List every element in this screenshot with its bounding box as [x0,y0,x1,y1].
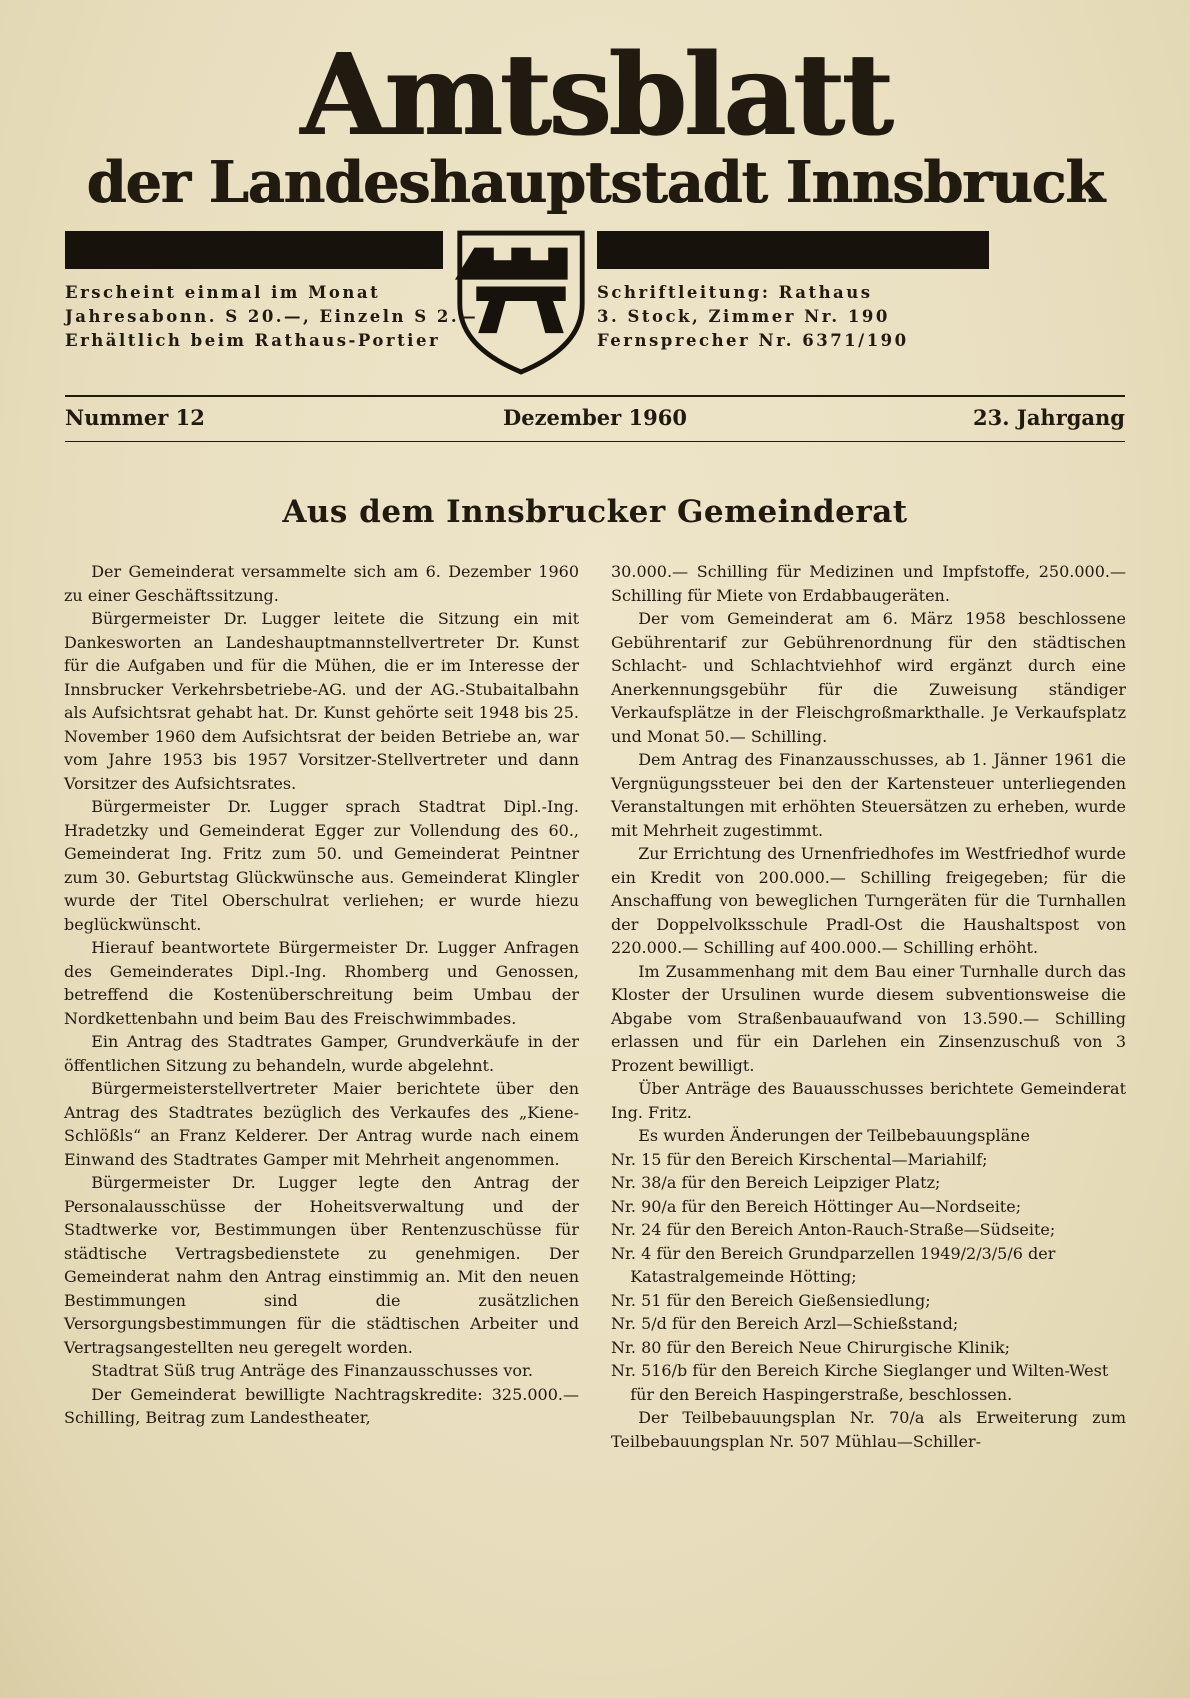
masthead-subtitle: der Landeshauptstadt Innsbruck [86,149,1104,216]
plan-list-item: Nr. 4 für den Bereich Grundparzellen 1949/2/3/5/6 der Katastralgemeinde Hötting; [611,1243,1056,1286]
plan-list-item: Nr. 80 für den Bereich Neue Chirurgische Klinik; [611,1337,1011,1357]
paragraph: Ein Antrag des Stadtrates Gamper, Grundverkäufe in der öffentlichen Sitzung zu behandeln, wurde abgelehnt. [64,1032,579,1075]
paragraph: Hierauf beantwortete Bürgermeister Dr. Lugger Anfragen des Gemeinderates Dipl.-Ing. Rhomberg und Genossen, betreffend die Kostenüberschreitung beim Umbau der Nordkettenbahn und beim Bau des Freischwimmbades. [64,938,579,1028]
issue-volume: 23. Jahrgang [973,405,1125,430]
publication-info [65,281,478,353]
masthead-bar-left [65,231,443,269]
paragraph: Bürgermeister Dr. Lugger sprach Stadtrat Dipl.-Ing. Hradetzky und Gemeinderat Egger zur Vollendung des 60., Gemeinderat Ing. Fritz zum 50. und Gemeinderat Peintner zum 30. Geburtstag Glückwünsche aus. Gemeinderat Klingler wurde der Titel Oberschulrat verliehen; er wurde hiezu beglückwünscht. [64,797,579,934]
publication-frequency: Erscheint einmal im Monat [65,283,381,302]
paragraph: Im Zusammenhang mit dem Bau einer Turnhalle durch das Kloster der Ursulinen wurde diesem subventionsweise die Abgabe vom Straßenbauaufwand von 13.590.— Schilling erlassen und für ein Darlehen ein Zinsenzuschuß von 3 Prozent bewilligt. [611,961,1126,1075]
issue-bar [65,405,1125,435]
paragraph: Der vom Gemeinderat am 6. März 1958 beschlossene Gebührentarif zur Gebührenordnung für den städtischen Schlacht- und Schlachtviehhof wird ergänzt durch eine Anerkennungsgebühr für die Zuweisung ständiger Verkaufsplätze in der Fleischgroßmarkthalle. Je Verkaufsplatz und Monat 50.— Schilling. [611,609,1126,746]
plan-list-item: Nr. 516/b für den Bereich Kirche Sieglanger und Wilten-West für den Bereich Haspingerstraße, beschlossen. [611,1361,1109,1404]
editorial-info [597,281,909,353]
plan-list-item: Nr. 51 für den Bereich Gießensiedlung; [611,1290,931,1310]
paragraph: Über Anträge des Bauausschusses berichtete Gemeinderat Ing. Fritz. [611,1079,1126,1122]
paragraph: Bürgermeister Dr. Lugger leitete die Sitzung ein mit Dankesworten an Landeshauptmannstellvertreter Dr. Kunst für die Aufgaben und für die Mühen, die er im Interesse der Innsbrucker Verkehrsbetriebe-AG. und der AG.-Stubaitalbahn als Aufsichtsrat gehabt hat. Dr. Kunst gehörte seit 1948 bis 25. November 1960 dem Aufsichtsrat der beiden Betriebe an, war vom Jahre 1953 bis 1957 Vorsitzer-Stellvertreter und dann Vorsitzer des Aufsichtsrates. [64,609,579,793]
plan-list-item: Nr. 5/d für den Bereich Arzl—Schießstand; [611,1314,959,1333]
editorial-office: Schriftleitung: Rathaus [597,283,873,302]
masthead-bar-right [597,231,989,269]
paragraph: 30.000.— Schilling für Medizinen und Impfstoffe, 250.000.— Schilling für Miete von Erdabbaugeräten. [611,562,1126,605]
paragraph: Dem Antrag des Finanzausschusses, ab 1. Jänner 1961 die Vergnügungssteuer bei den der Kartensteuer unterliegenden Veranstaltungen mit erhöhten Steuersätzen zu erheben, wurde mit Mehrheit zugestimmt. [611,750,1126,840]
availability-note: Erhältlich beim Rathaus-Portier [65,331,441,350]
plan-list-item: Nr. 38/a für den Bereich Leipziger Platz; [611,1173,941,1192]
issue-number: Nummer 12 [65,405,205,430]
editorial-phone: Fernsprecher Nr. 6371/190 [597,331,909,350]
paragraph: Bürgermeisterstellvertreter Maier berichtete über den Antrag des Stadtrates bezüglich des Verkaufes des „Kiene-Schlößls“ an Franz Kelderer. Der Antrag wurde nach einem Einwand des Stadtrates Gamper mit Mehrheit angenommen. [64,1079,579,1169]
divider-bottom [65,441,1125,442]
paragraph: Es wurden Änderungen der Teilbebauungspläne [638,1126,1030,1145]
article-column-right [611,560,1126,1453]
masthead [0,0,1190,381]
plan-list-item: Nr. 90/a für den Bereich Höttinger Au—Nordseite; [611,1196,1022,1216]
paragraph: Der Gemeinderat bewilligte Nachtragskredite: 325.000.— Schilling, Beitrag zum Landestheater, [64,1384,579,1427]
paragraph: Der Gemeinderat versammelte sich am 6. Dezember 1960 zu einer Geschäftssitzung. [64,562,579,605]
editorial-room: 3. Stock, Zimmer Nr. 190 [597,307,890,326]
masthead-banner [65,229,1125,381]
paragraph: Bürgermeister Dr. Lugger legte den Antrag der Personalausschüsse der Hoheitsverwaltung und der Stadtwerke vor, Bestimmungen über Rentenzuschüsse für städtische Vertragsbedienstete zu genehmigen. Der Gemeinderat nahm den Antrag einstimmig an. Mit den neuen Bestimmungen sind die zusätzlichen Versorgungsbestimmungen für die städtischen Arbeiter und Vertragsangestellten neu geregelt worden. [64,1173,579,1357]
paragraph: Der Teilbebauungsplan Nr. 70/a als Erweiterung zum Teilbebauungsplan Nr. 507 Mühlau—Schiller- [611,1408,1126,1451]
paragraph: Zur Errichtung des Urnenfriedhofes im Westfriedhof wurde ein Kredit von 200.000.— Schilling freigegeben; für die Anschaffung von beweglichen Turngeräten für die Turnhallen der Doppelvolksschule Pradl-Ost die Haushaltspost von 220.000.— Schilling auf 400.000.— Schilling erhöht. [611,844,1126,957]
article-headline: Aus dem Innsbrucker Gemeinderat [282,494,908,530]
plan-list-item: Nr. 24 für den Bereich Anton-Rauch-Straße—Südseite; [611,1220,1056,1239]
divider-top [65,395,1125,397]
article-column-left [64,560,579,1453]
subscription-price: Jahresabonn. S 20.—, Einzeln S 2.— [65,307,479,326]
plan-list-item: Nr. 15 für den Bereich Kirschental—Mariahilf; [611,1149,988,1169]
issue-date: Dezember 1960 [503,405,687,430]
paragraph: Stadtrat Süß trug Anträge des Finanzausschusses vor. [91,1361,533,1380]
masthead-title: Amtsblatt [299,30,891,161]
article-body [64,560,1126,1453]
